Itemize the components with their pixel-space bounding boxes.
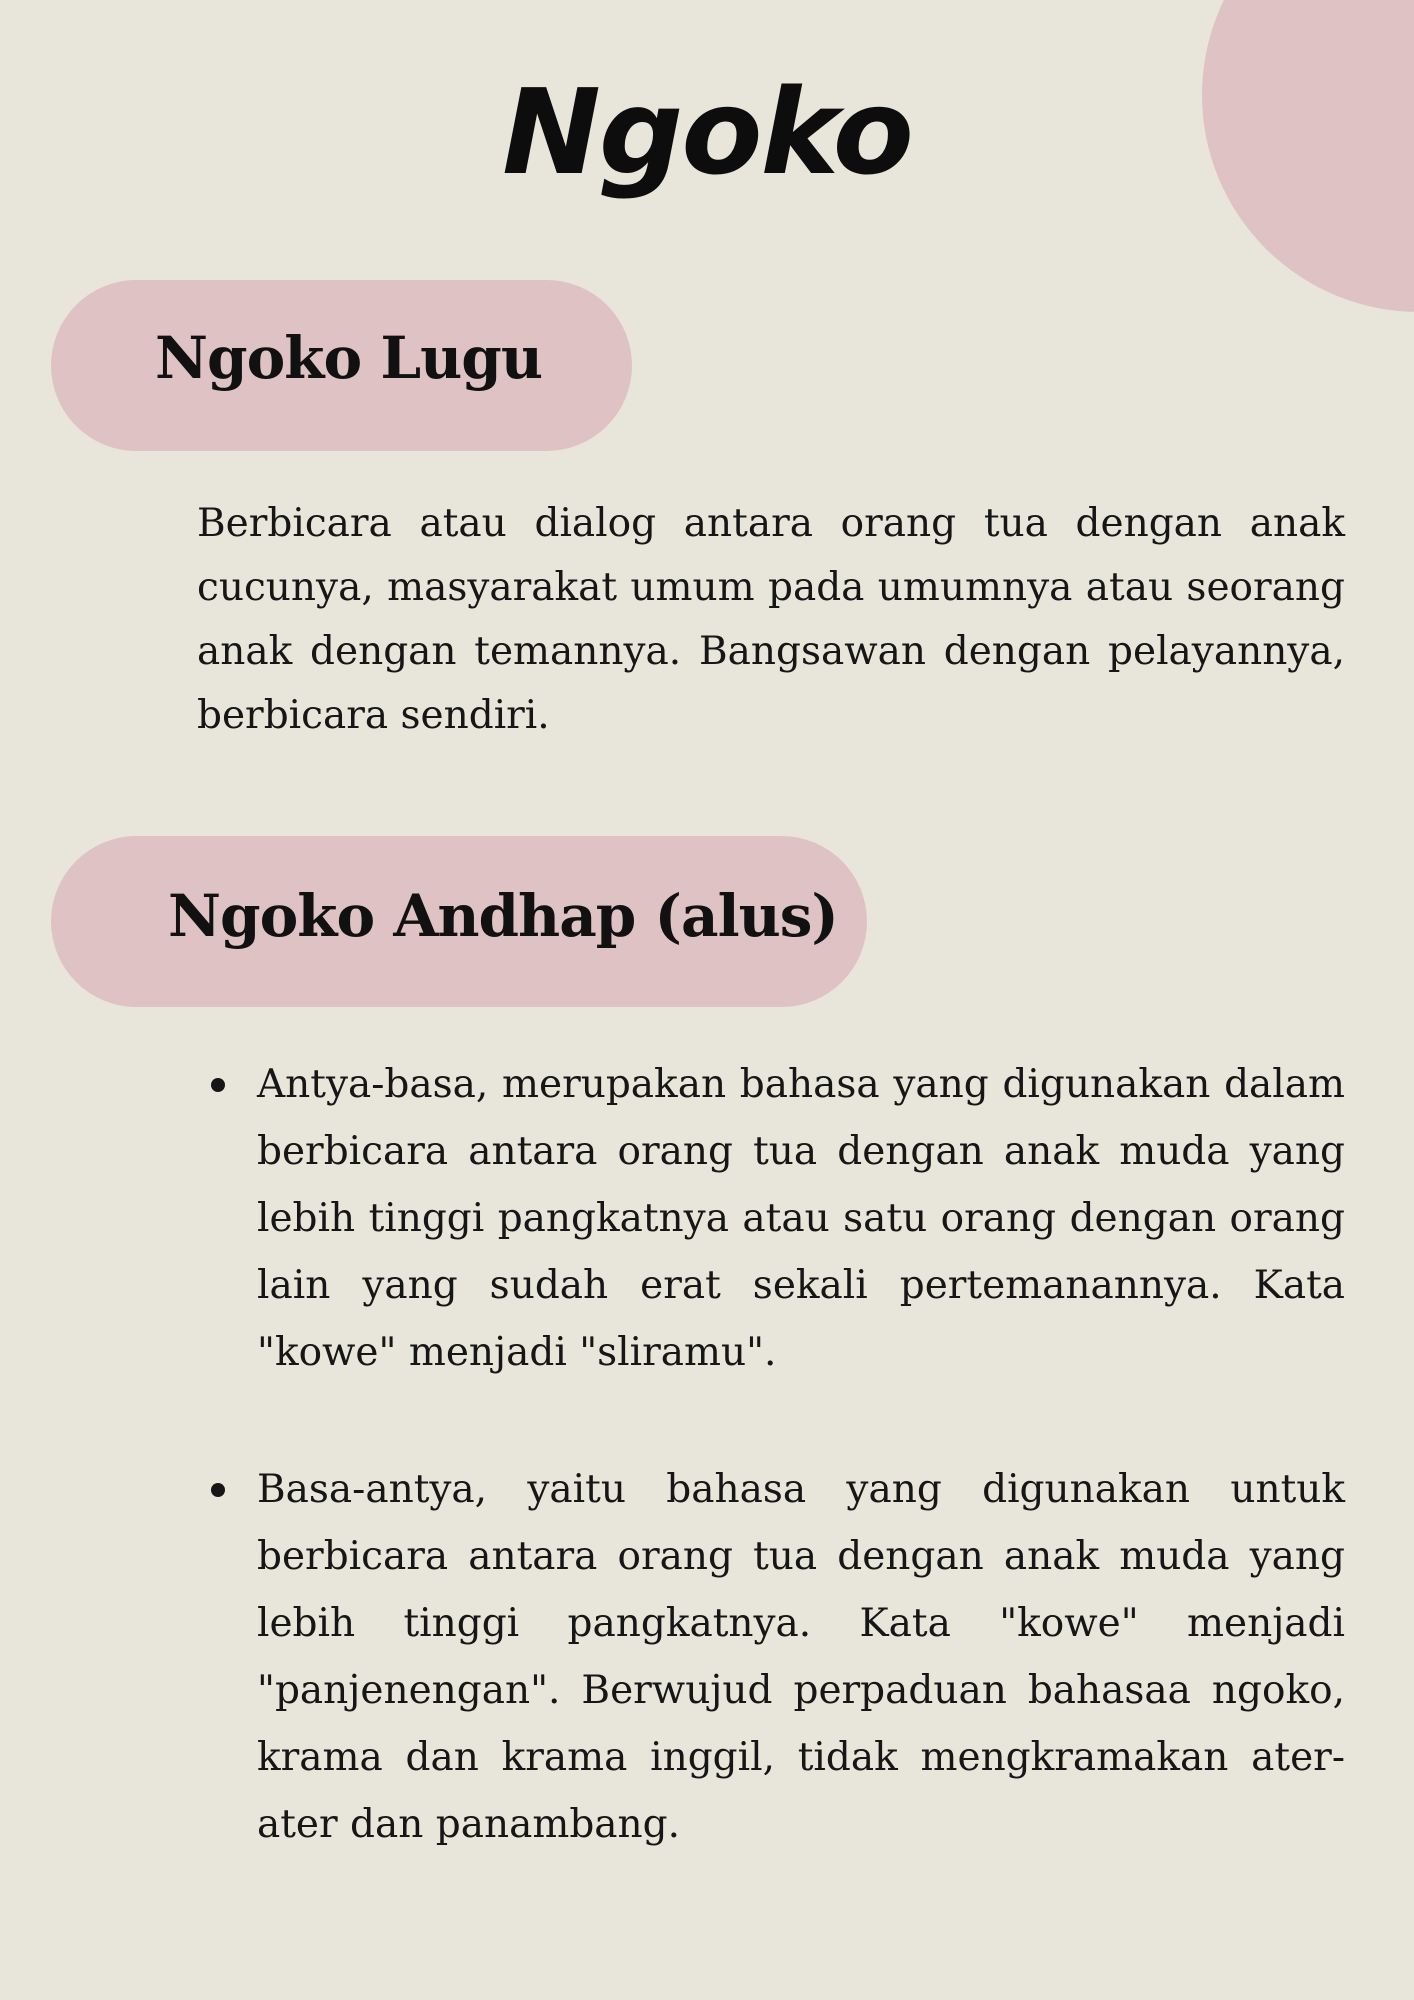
section-heading-ngoko-lugu: Ngoko Lugu xyxy=(155,324,542,392)
ngoko-lugu-description: Berbicara atau dialog antara orang tua dengan anak cucunya, masyarakat umum pada umumnya atau seorang anak dengan temannya. Bangsawan dengan pelayannya, berbicara sendiri. xyxy=(197,501,1345,738)
list-item-text: Basa-antya, yaitu bahasa yang digunakan untuk berbicara antara orang tua dengan anak muda yang lebih tinggi pangkatnya. Kata "kowe" menjadi "panjenengan". Berwujud perpaduan bahasaa ngoko, krama dan krama inggil, tidak mengkramakan ater-ater dan panambang. xyxy=(257,1467,1345,1847)
page-title: Ngoko xyxy=(502,63,912,201)
ngoko-andhap-bullet-list xyxy=(197,1051,1345,1858)
bullet-icon xyxy=(211,1483,225,1497)
list-item-basa-antya xyxy=(197,1456,1345,1858)
section-heading-ngoko-andhap: Ngoko Andhap (alus) xyxy=(168,882,838,950)
bullet-icon xyxy=(211,1078,225,1092)
list-item-text: Antya-basa, merupakan bahasa yang digunakan dalam berbicara antara orang tua dengan anak muda yang lebih tinggi pangkatnya atau satu orang dengan orang lain yang sudah erat sekali pertemanannya. Kata "kowe" menjadi "sliramu". xyxy=(257,1062,1345,1375)
list-item-antya-basa xyxy=(197,1051,1345,1386)
